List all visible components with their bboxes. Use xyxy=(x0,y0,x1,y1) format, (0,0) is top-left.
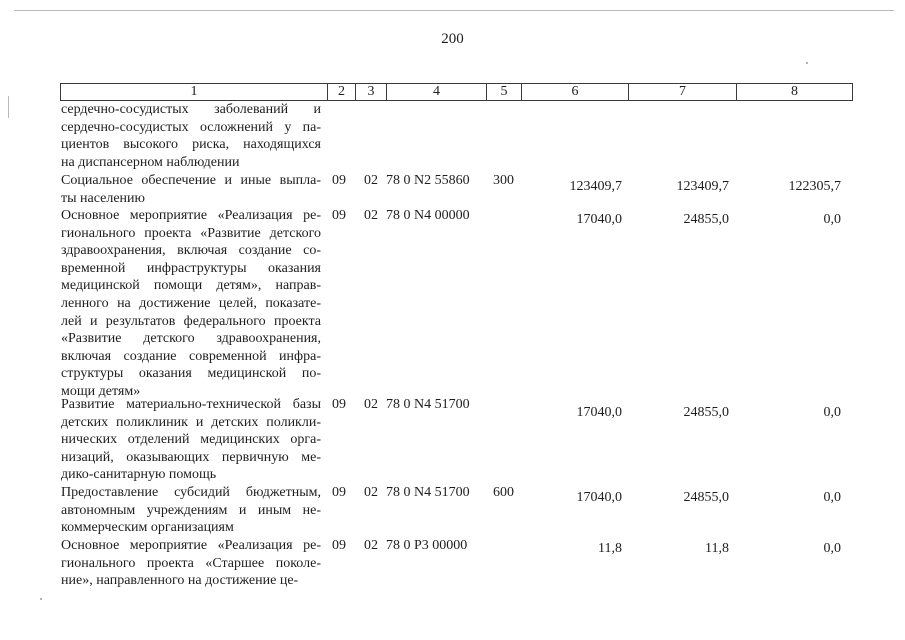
amount-col-7: 11,8 xyxy=(705,541,729,556)
code-subsection: 02 xyxy=(364,173,378,188)
amount-col-6: 123409,7 xyxy=(569,179,622,194)
code-target-item: 78 0 P3 00000 xyxy=(386,538,468,553)
row-description xyxy=(61,537,321,590)
code-target-item: 78 0 N2 55860 xyxy=(386,173,470,188)
description-line: временной инфраструктуры оказания xyxy=(61,260,321,276)
description-line: низаций, оказывающих первичную ме- xyxy=(61,449,321,465)
amount-col-7: 24855,0 xyxy=(683,405,729,420)
header-col-8: 8 xyxy=(736,83,853,101)
amount-col-6: 17040,0 xyxy=(576,490,622,505)
description-line: Основное мероприятие «Реализация ре- xyxy=(61,208,321,223)
amount-col-8: 0,0 xyxy=(823,490,841,505)
description-line: автономным учреждениям и иным не- xyxy=(61,502,321,518)
code-expense-type: 300 xyxy=(493,173,514,188)
amount-col-8: 0,0 xyxy=(823,541,841,556)
description-line: медицинской помощи детям», направ- xyxy=(61,278,321,294)
header-col-5: 5 xyxy=(486,83,521,101)
page-number: 200 xyxy=(441,31,464,47)
code-section: 09 xyxy=(332,538,346,553)
description-line: Предоставление субсидий бюджетным, xyxy=(61,485,321,500)
code-section: 09 xyxy=(332,397,346,412)
header-col-4: 4 xyxy=(386,83,486,101)
amount-col-8: 122305,7 xyxy=(788,179,841,194)
header-col-3: 3 xyxy=(355,83,386,101)
code-subsection: 02 xyxy=(364,208,378,223)
code-target-item: 78 0 N4 51700 xyxy=(386,397,470,412)
description-line: мощи детям» xyxy=(61,383,141,399)
description-line: включая создание современной инфра- xyxy=(61,348,321,364)
row-description xyxy=(61,396,321,484)
header-col-2: 2 xyxy=(327,83,355,101)
code-section: 09 xyxy=(332,173,346,188)
header-col-1: 1 xyxy=(60,83,327,101)
description-line: детских поликлиник и детских поликли- xyxy=(61,414,321,430)
description-line: «Развитие детского здравоохранения, xyxy=(61,331,321,347)
code-expense-type: 600 xyxy=(493,485,514,500)
description-line: нических отделений медицинских орга- xyxy=(61,432,321,448)
amount-col-7: 24855,0 xyxy=(683,212,729,227)
description-line: ние», направленного на достижение це- xyxy=(61,573,299,589)
header-col-6: 6 xyxy=(521,83,628,101)
row-description xyxy=(61,207,321,401)
description-line: Социальное обеспечение и иные выпла- xyxy=(61,173,321,188)
description-line: структуры оказания медицинской по- xyxy=(61,366,321,382)
description-line: ты населению xyxy=(61,190,145,206)
row-description xyxy=(61,484,321,537)
amount-col-6: 17040,0 xyxy=(576,405,622,420)
amount-col-7: 123409,7 xyxy=(676,179,729,194)
description-line: Основное мероприятие «Реализация ре- xyxy=(61,538,321,553)
row-description xyxy=(61,172,321,207)
description-line: циентов высокого риска, находящихся xyxy=(61,137,321,153)
description-line: на диспансерном наблюдении xyxy=(61,154,240,170)
amount-col-7: 24855,0 xyxy=(683,490,729,505)
amount-col-8: 0,0 xyxy=(823,212,841,227)
description-line: дико-санитарную помощь xyxy=(61,467,217,483)
header-col-7: 7 xyxy=(628,83,736,101)
description-line: здравоохранения, включая создание со- xyxy=(61,243,321,259)
row-description xyxy=(61,101,321,171)
amount-col-6: 17040,0 xyxy=(576,212,622,227)
description-line: коммерческим организациям xyxy=(61,520,234,536)
amount-col-8: 0,0 xyxy=(823,405,841,420)
code-target-item: 78 0 N4 00000 xyxy=(386,208,470,223)
code-subsection: 02 xyxy=(364,538,378,553)
description-line: Развитие материально-технической базы xyxy=(61,397,321,412)
code-section: 09 xyxy=(332,208,346,223)
code-section: 09 xyxy=(332,485,346,500)
description-line: ленного на достижение целей, показате- xyxy=(61,295,321,311)
description-line: гионального проекта «Развитие детского xyxy=(61,225,321,241)
description-line: гионального проекта «Старшее поколе- xyxy=(61,555,321,571)
code-subsection: 02 xyxy=(364,485,378,500)
amount-col-6: 11,8 xyxy=(598,541,622,556)
description-line: лей и результатов федерального проекта xyxy=(61,313,321,329)
code-target-item: 78 0 N4 51700 xyxy=(386,485,470,500)
code-subsection: 02 xyxy=(364,397,378,412)
description-line: сердечно-сосудистых заболеваний и xyxy=(61,102,321,117)
description-line: сердечно-сосудистых осложнений у па- xyxy=(61,119,321,135)
